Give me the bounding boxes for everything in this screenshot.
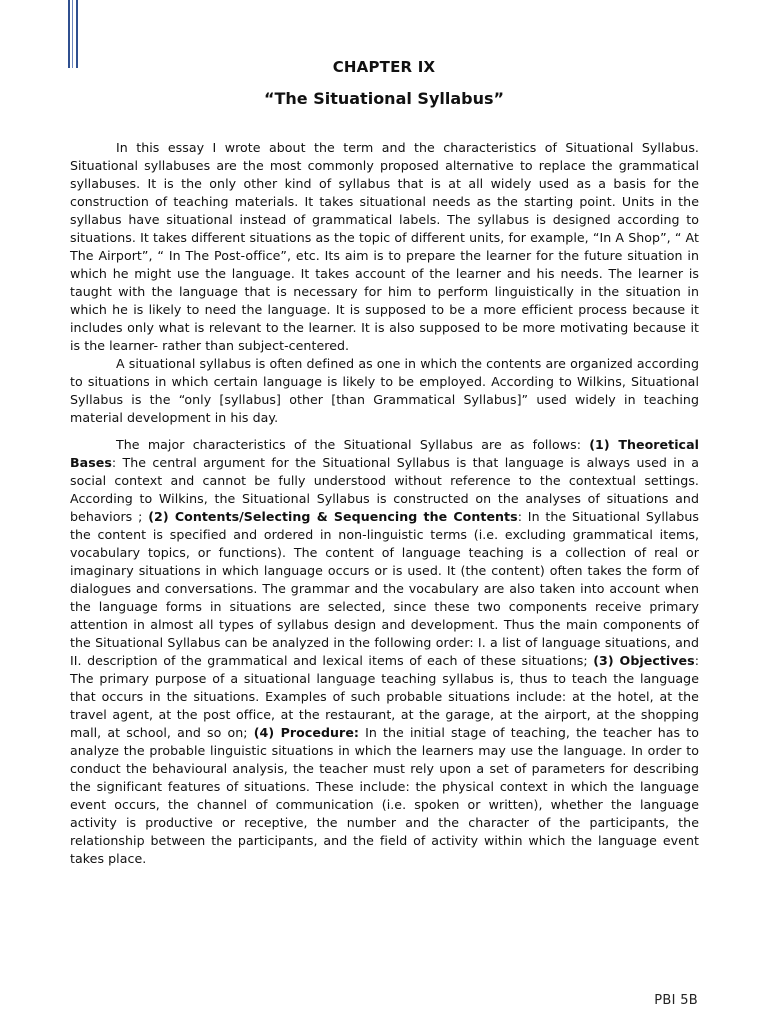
chapter-heading: CHAPTER IX <box>332 58 436 76</box>
text-contents: : In the Situational Syllabus the content is specified and ordered in non-linguistic terms (i.e. excluding grammatical items, vocabulary topics, or functions). The content of language teaching is a collection of real or imaginary situations in which language occurs or is used. It (the content) often takes the form of dialogues and conversations. The grammar and the vocabulary are also taken into account when the language forms in situations are selected, since these two components receive primary attention in almost all types of syllabus design and development. Thus the main components of the Situational Syllabus can be analyzed in the following order: I. a list of language situations, and II. description of the grammatical and lexical items of each of these situations; <box>70 509 699 668</box>
page-title: “The Situational Syllabus” <box>263 89 505 108</box>
heading-procedure: (4) Procedure: <box>253 725 359 740</box>
document-body <box>70 139 699 868</box>
text-procedure: In the initial stage of teaching, the teacher has to analyze the probable linguistic situations in which the learners may use the language. In order to conduct the behavioural analysis, the teacher must rely upon a set of parameters for describing the significant features of situations. These include: the physical context in which the language event occurs, the channel of communication (i.e. spoken or written), whether the language activity is productive or receptive, the number and the character of the participants, the relationship between the participants, and the field of activity within which the language event takes place. <box>70 725 699 866</box>
heading-theoretical-bases: (1) Theoretical Bases <box>70 437 699 470</box>
text-theoretical-bases: : The central argument for the Situational Syllabus is that language is always used in a social context and cannot be fully understood without reference to the contextual settings. According to Wilkins, the Situational Syllabus is constructed on the analyses of situations and behaviors ; <box>70 455 699 524</box>
heading-contents: (2) Contents/Selecting & Sequencing the Contents <box>148 509 518 524</box>
paragraph-characteristics <box>70 436 699 868</box>
heading-objectives: (3) Objectives <box>593 653 695 668</box>
text-objectives: : The primary purpose of a situational language teaching syllabus is, thus to teach the language that occurs in the situations. Examples of such probable situations include: at the hotel, at the travel agent, at the post office, at the restaurant, at the garage, at the airport, at the shopping mall, at school, and so on; <box>70 653 699 740</box>
characteristics-intro: The major characteristics of the Situational Syllabus are as follows: <box>116 437 590 452</box>
paragraph-intro: In this essay I wrote about the term and the characteristics of Situational Syllabus. Situational syllabuses are the most commonly proposed alternative to replace the grammatical syllabuses. It is the only other kind of syllabus that is at all widely used as a basis for the construction of teaching materials. It takes situational needs as the starting point. Units in the syllabus have situational instead of grammatical labels. The syllabus is designed according to situations. It takes different situations as the topic of different units, for example, “In A Shop”, “ At The Airport”, “ In The Post-office”, etc. Its aim is to prepare the learner for the future situation in which he might use the language. It takes account of the learner and his needs. The learner is taught with the language that is necessary for him to perform linguistically in the situation in which he is likely to need the language. It is supposed to be a more efficient process because it includes only what is relevant to the learner. It is also supposed to be more motivating because it is the learner- rather than subject-centered. <box>70 140 699 353</box>
page-footer-label: PBI 5B <box>654 993 698 1008</box>
paragraph-definition: A situational syllabus is often defined as one in which the contents are organized according to situations in which certain language is likely to be employed. According to Wilkins, Situational Syllabus is the “only [syllabus] other [than Grammatical Syllabus]” used widely in teaching material development in his day. <box>70 356 699 425</box>
